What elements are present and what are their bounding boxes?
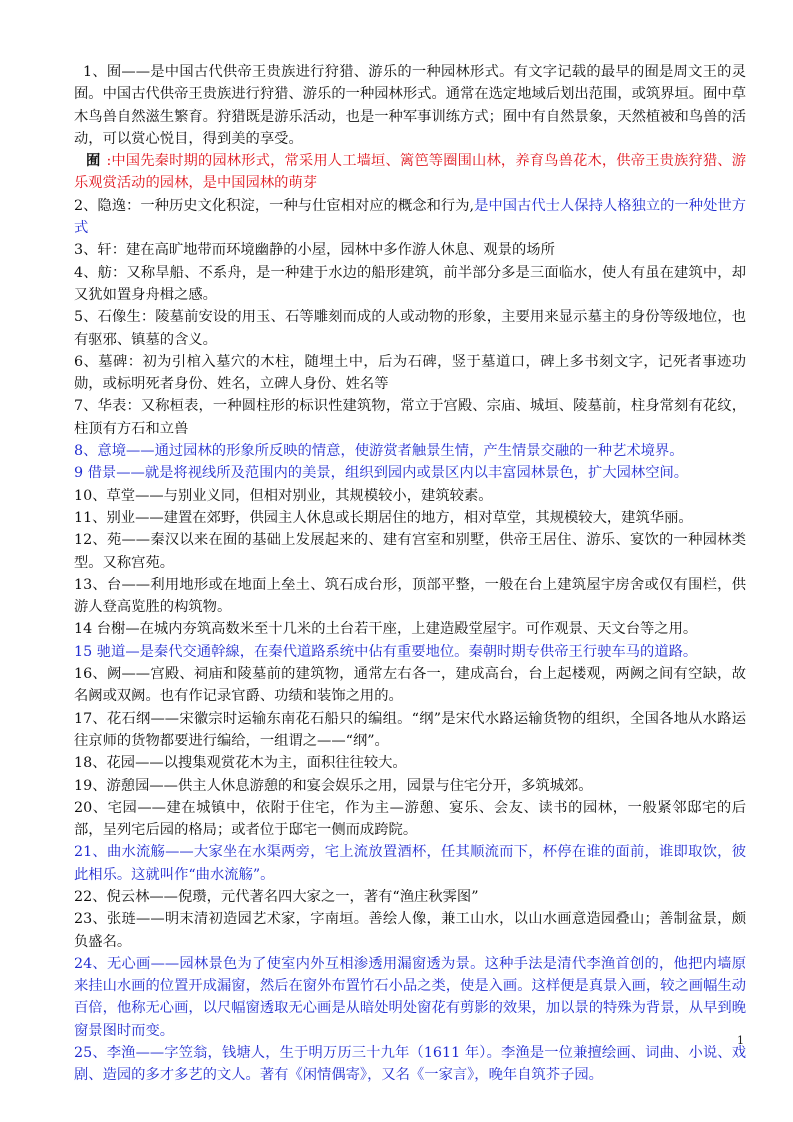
entry-23-zhanglian: 23、张琏——明末清初造园艺术家，字南垣。善绘人像，兼工山水，以山水画意造园叠山；善制盆景，颇负盛名。 — [74, 911, 746, 950]
entry-7-huabiao: 7、华表：又称桓表，一种圆柱形的标识性建筑物，常立于宫殿、宗庙、城垣、陵墓前，柱身常刻有花纹，柱顶有方石和立兽 — [74, 398, 746, 437]
entry-17-huashigang: 17、花石纲——宋徽宗时运输东南花石船只的编组。“纲”是宋代水路运输货物的组织，全国各地从水路运往京师的货物都要进行编给，一组谓之——“纲”。 — [74, 710, 746, 749]
entry-25-liyu: 25、李渔——字笠翁，钱塘人，生于明万历三十九年（1611 年）。李渔是一位兼擅绘画、词曲、小说、戏剧、造园的多才多艺的文人。著有《闲情偶寄》，又名《一家言》，晚年自筑芥子园。 — [74, 1045, 746, 1084]
document-body — [74, 61, 746, 1087]
entry-you-definition — [74, 150, 746, 195]
entry-1-you: 1、囿——是中国古代供帝王贵族进行狩猎、游乐的一种园林形式。有文字记载的最早的囿是周文王的灵囿。中国古代供帝王贵族进行狩猎、游乐的一种园林形式。通常在选定地域后划出范围，或筑界垣。囿中草木鸟兽自然滋生繁育。狩猎既是游乐活动，也是一种军事训练方式；囿中有自然景象，天然植被和鸟兽的活动，可以赏心悦目，得到美的享受。 — [74, 64, 746, 147]
entry-9-jiejing: 9 借景——就是将视线所及范围内的美景，组织到园内或景区内以丰富园林景色，扩大园林空间。 — [74, 465, 689, 482]
entry-16-que: 16、阙——宫殿、祠庙和陵墓前的建筑物，通常左右各一，建成高台，台上起楼观，两阙之间有空缺，故名阙或双阙。也有作记录官爵、功绩和装饰之用的。 — [74, 666, 746, 705]
entry-19-youqiyuan: 19、游憩园——供主人休息游憩的和宴会娱乐之用，园景与住宅分开，多筑城郊。 — [74, 777, 593, 794]
entry-8-yijing: 8、意境——通过园林的形象所反映的情意，使游赏者触景生情，产生情景交融的一种艺术境界。 — [74, 443, 684, 460]
entry-11-bieye: 11、别业——建置在郊野，供园主人休息或长期居住的地方，相对草堂，其规模较大，建筑华丽。 — [74, 509, 693, 526]
entry-21-qushuiliushang: 21、曲水流觞——大家坐在水渠两旁，宅上流放置酒杯，任其顺流而下，杯停在谁的面前，谁即取饮，彼此相乐。这就叫作“曲水流觞”。 — [74, 844, 746, 883]
entry-24-wuxinhua: 24、无心画——园林景色为了使室内外互相渗透用漏窗透为景。这种手法是清代李渔首创的，他把内墙原来挂山水画的位置开成漏窗，然后在窗外布置竹石小品之类，使是入画。这样便是真景入画，较之画幅生动百倍，他称无心画，以尺幅窗透取无心画是从暗处明处窗花有剪影的效果，加以景的特殊为背景，从早到晚窗景图时而变。 — [74, 955, 746, 1039]
entry-10-caotang: 10、草堂——与别业义同，但相对别业，其规模较小，建筑较素。 — [74, 487, 493, 504]
entry-22-niyunlin: 22、倪云林——倪瓒，元代著名四大家之一，著有“渔庄秋霁图” — [74, 888, 479, 905]
entry-18-huayuan: 18、花园——以搜集观赏花木为主，面积往往较大。 — [74, 755, 407, 772]
entry-6-mubei: 6、墓碑：初为引棺入墓穴的木柱，随埋土中，后为石碑，竖于墓道口，碑上多书刻文字，记死者事迹功勋，或标明死者身份、姓名，立碑人身份、姓名等 — [74, 353, 746, 393]
entry-you-definition-text: :中国先秦时期的园林形式，常采用人工墙垣、篱笆等圈围山林，养育鸟兽花木，供帝王贵族狩猎、游乐观赏活动的园林，是中国园林的萌芽 — [74, 153, 747, 192]
entry-4-fang: 4、舫：又称旱船、不系舟，是一种建于水边的船形建筑，前半部分多是三面临水，使人有虽在建筑中，却又犹如置身舟楫之感。 — [74, 264, 746, 303]
entry-14-taixie: 14 台榭—在城内夯筑高数米至十几米的土台若干座，上建造殿堂屋宇。可作观景、天文台等之用。 — [74, 621, 698, 638]
entry-12-yuan: 12、苑——秦汉以来在囿的基础上发展起来的、建有宫室和别墅，供帝王居住、游乐、宴饮的一种园林类型。又称宫苑。 — [74, 532, 746, 571]
entry-20-zhaiyuan: 20、宅园——建在城镇中，依附于住宅，作为主—游憩、宴乐、会友、读书的园林，一般紧邻邸宅的后部，呈列宅后园的格局；或者位于邸宅一侧而成跨院。 — [74, 799, 746, 839]
page-number: 1 — [737, 1034, 744, 1047]
entry-5-shixiangsheng: 5、石像生：陵墓前安设的用玉、石等雕刻而成的人或动物的形象，主要用来显示墓主的身份等级地位，也有驱邪、镇墓的含义。 — [74, 309, 746, 348]
entry-2-yinyi-highlight: 是中国古代士人保持人格独立的一种处世方式 — [74, 197, 747, 237]
entry-2-yinyi: 2、隐逸：一种历史文化积淀，一种与仕宦相对应的概念和行为,是中国古代士人保持人格独立的一种处世方式 — [74, 197, 747, 237]
entry-15-chidao: 15 驰道—是秦代交通幹線，在秦代道路系统中佔有重要地位。秦朝时期专供帝王行驶车马的道路。 — [74, 643, 698, 660]
entry-3-xuan: 3、轩：建在高旷地带而环境幽静的小屋，园林中多作游人休息、观景的场所 — [74, 242, 555, 259]
entry-you-definition-head: 囿 — [86, 153, 101, 170]
entry-13-tai: 13、台——利用地形或在地面上垒土、筑石成台形，顶部平整，一般在台上建筑屋宇房舍或仅有围栏，供游人登高览胜的构筑物。 — [74, 576, 746, 616]
